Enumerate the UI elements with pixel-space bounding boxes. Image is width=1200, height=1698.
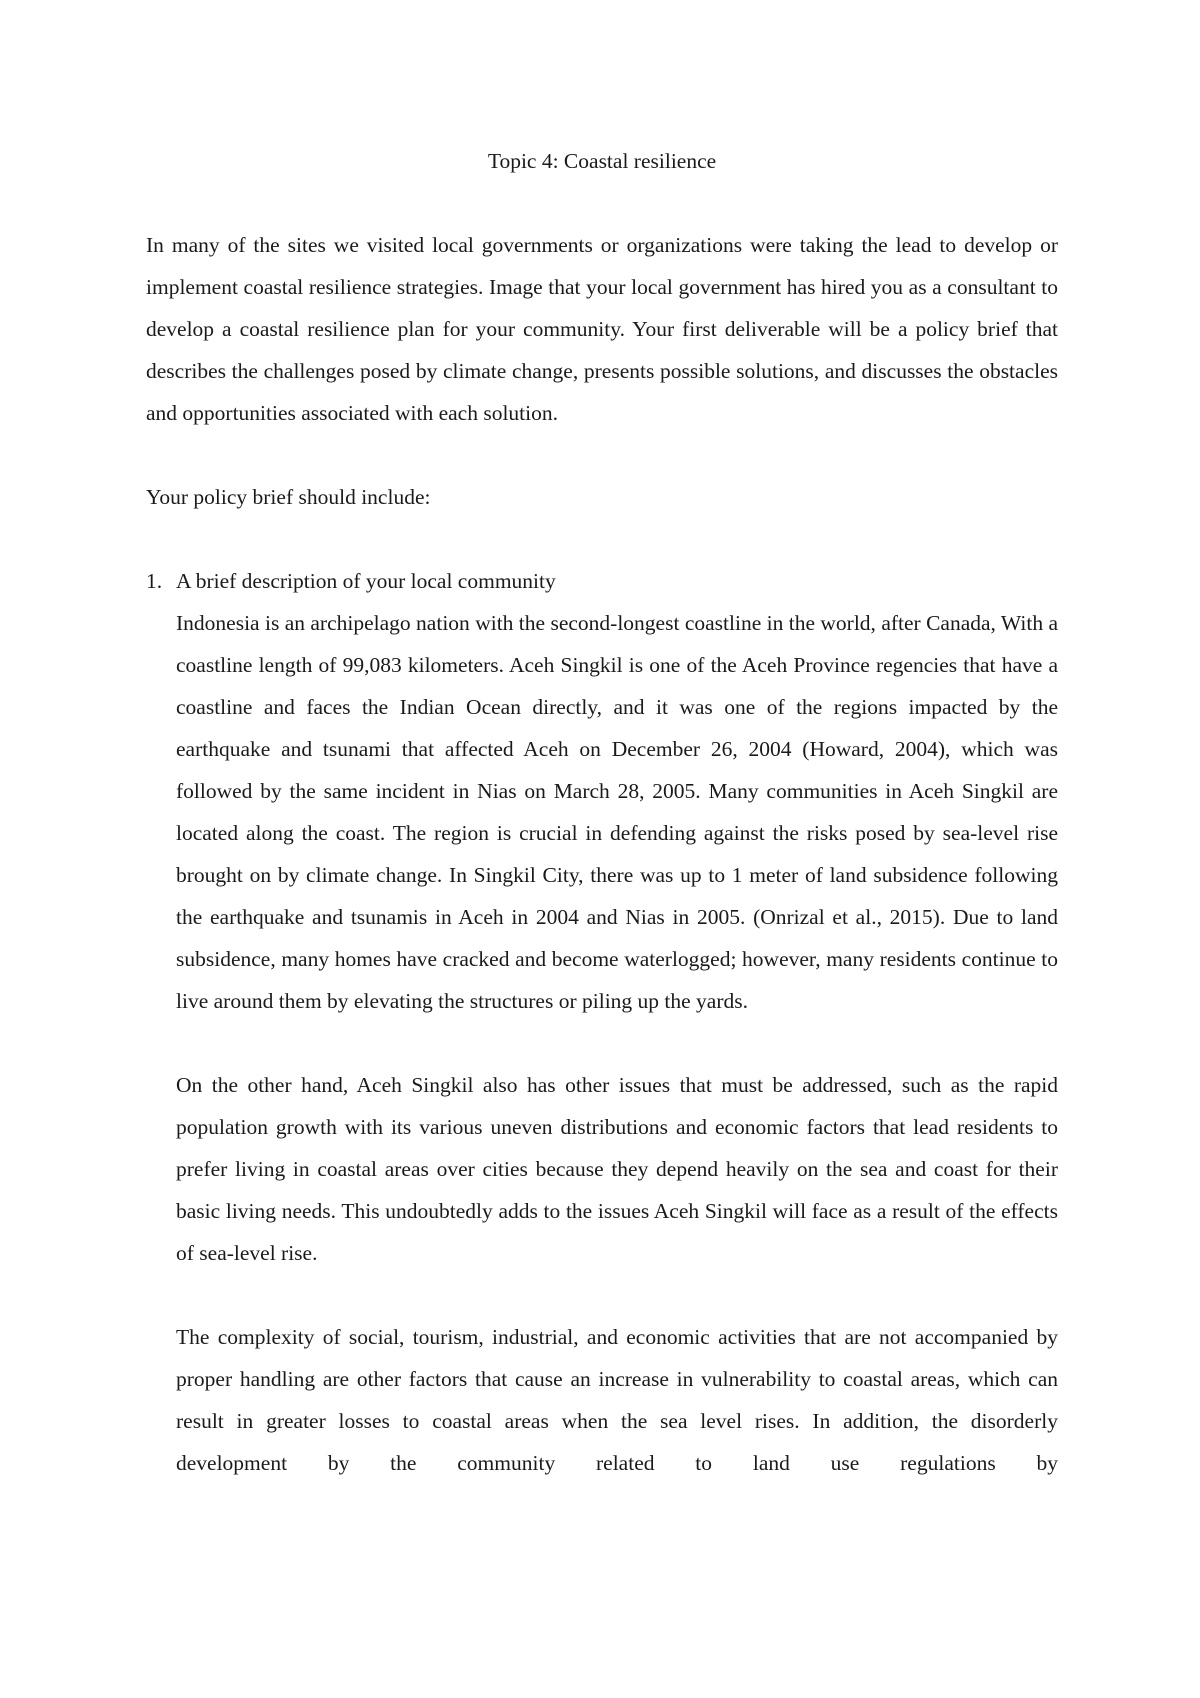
- community-paragraph-3: The complexity of social, tourism, industrial, and economic activities that are not accompanied by proper handling are other factors that cause an increase in vulnerability to coastal areas, which can result in greater losses to coastal areas when the sea level rises. In addition, the disorderly development by the community related to land use regulations by: [176, 1325, 1058, 1475]
- list-item-1: [146, 560, 1058, 602]
- list-heading: A brief description of your local community: [176, 569, 556, 593]
- community-paragraph-1: Indonesia is an archipelago nation with the second-longest coastline in the world, after Canada, With a coastline length of 99,083 kilometers. Aceh Singkil is one of the Aceh Province regencies that have a coastline and faces the Indian Ocean directly, and it was one of the regions impacted by the earthquake and tsunami that affected Aceh on December 26, 2004 (Howard, 2004), which was followed by the same incident in Nias on March 28, 2005. Many communities in Aceh Singkil are located along the coast. The region is crucial in defending against the risks posed by sea-level rise brought on by climate change. In Singkil City, there was up to 1 meter of land subsidence following the earthquake and tsunamis in Aceh in 2004 and Nias in 2005. (Onrizal et al., 2015). Due to land subsidence, many homes have cracked and become waterlogged; however, many residents continue to live around them by elevating the structures or piling up the yards.: [176, 611, 1058, 1013]
- document-page: [146, 140, 1058, 1484]
- community-paragraph-2: On the other hand, Aceh Singkil also has other issues that must be addressed, such as the rapid population growth with its various uneven distributions and economic factors that lead residents to prefer living in coastal areas over cities because they depend heavily on the sea and coast for their basic living needs. This undoubtedly adds to the issues Aceh Singkil will face as a result of the effects of sea-level rise.: [176, 1073, 1058, 1265]
- list-number: 1.: [146, 569, 163, 593]
- include-label: Your policy brief should include:: [146, 485, 431, 509]
- document-title: Topic 4: Coastal resilience: [487, 149, 717, 173]
- intro-paragraph: In many of the sites we visited local governments or organizations were taking the lead to develop or implement coastal resilience strategies. Image that your local government has hired you as a consultant to develop a coastal resilience plan for your community. Your first deliverable will be a policy brief that describes the challenges posed by climate change, presents possible solutions, and discusses the obstacles and opportunities associated with each solution.: [146, 233, 1058, 425]
